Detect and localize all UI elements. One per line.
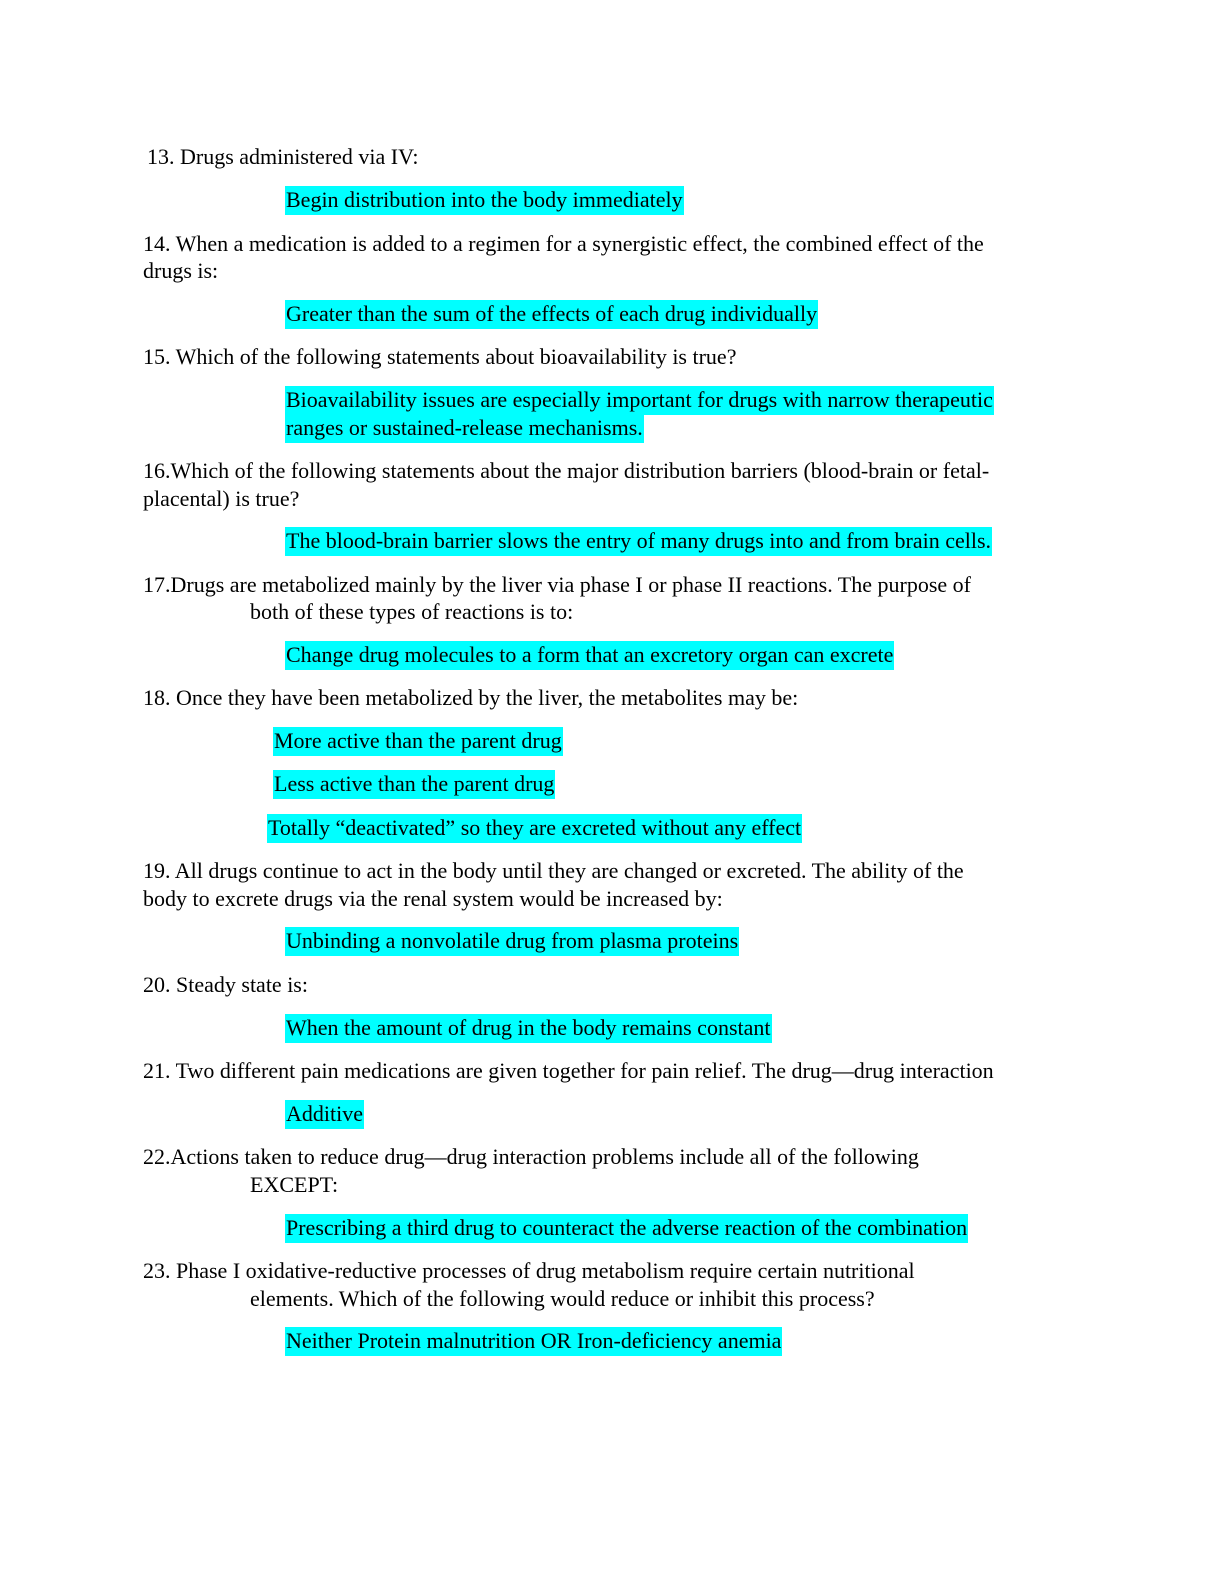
answer-highlight: Greater than the sum of the effects of each drug individually xyxy=(285,300,818,329)
answer-highlight: More active than the parent drug xyxy=(273,727,563,756)
question-16-line-2: placental) is true? xyxy=(143,486,300,511)
answer-highlight: ranges or sustained-release mechanisms. xyxy=(285,414,644,443)
answer-highlight: Bioavailability issues are especially important for drugs with narrow therapeutic xyxy=(285,386,994,415)
question-21: 21. Two different pain medications are given together for pain relief. The drug—drug interaction xyxy=(143,1058,994,1083)
question-19-line-2: body to excrete drugs via the renal system would be increased by: xyxy=(143,886,723,911)
answer-21 xyxy=(285,1100,364,1128)
answer-highlight: Prescribing a third drug to counteract the adverse reaction of the combination xyxy=(285,1214,968,1243)
question-17-line-1: 17.Drugs are metabolized mainly by the liver via phase I or phase II reactions. The purpose of xyxy=(143,572,971,597)
answer-18-b xyxy=(273,770,555,798)
question-20: 20. Steady state is: xyxy=(143,972,308,997)
answer-highlight: Less active than the parent drug xyxy=(273,770,555,799)
answer-highlight: Totally “deactivated” so they are excreted without any effect xyxy=(267,814,802,843)
question-13: 13. Drugs administered via IV: xyxy=(147,144,419,169)
question-16-line-1: 16.Which of the following statements about the major distribution barriers (blood-brain or fetal- xyxy=(143,458,990,483)
question-23-line-2: elements. Which of the following would reduce or inhibit this process? xyxy=(250,1286,875,1311)
answer-20 xyxy=(285,1014,772,1042)
answer-highlight: Change drug molecules to a form that an excretory organ can excrete xyxy=(285,641,894,670)
question-14-line-2: drugs is: xyxy=(143,258,219,283)
answer-highlight: Additive xyxy=(285,1100,364,1129)
answer-23 xyxy=(285,1327,782,1355)
answer-highlight: Unbinding a nonvolatile drug from plasma proteins xyxy=(285,927,739,956)
answer-17 xyxy=(285,641,894,669)
answer-18-c xyxy=(267,814,802,842)
question-23-line-1: 23. Phase I oxidative-reductive processes of drug metabolism require certain nutritional xyxy=(143,1258,915,1283)
answer-highlight: The blood-brain barrier slows the entry of many drugs into and from brain cells. xyxy=(285,527,992,556)
answer-15-line-2 xyxy=(285,414,644,442)
answer-highlight: When the amount of drug in the body remains constant xyxy=(285,1014,772,1043)
question-22-line-2: EXCEPT: xyxy=(250,1172,339,1197)
answer-16 xyxy=(285,527,992,555)
answer-14 xyxy=(285,300,818,328)
answer-15-line-1 xyxy=(285,386,994,414)
question-15: 15. Which of the following statements about bioavailability is true? xyxy=(143,344,737,369)
answer-19 xyxy=(285,927,739,955)
question-19-line-1: 19. All drugs continue to act in the body until they are changed or excreted. The ability of the xyxy=(143,858,964,883)
question-17-line-2: both of these types of reactions is to: xyxy=(250,599,574,624)
question-18: 18. Once they have been metabolized by the liver, the metabolites may be: xyxy=(143,685,799,710)
answer-22 xyxy=(285,1214,968,1242)
answer-13 xyxy=(285,186,684,214)
question-22-line-1: 22.Actions taken to reduce drug—drug interaction problems include all of the following xyxy=(143,1144,919,1169)
question-14-line-1: 14. When a medication is added to a regimen for a synergistic effect, the combined effect of the xyxy=(143,231,984,256)
answer-highlight: Neither Protein malnutrition OR Iron-deficiency anemia xyxy=(285,1327,782,1356)
answer-highlight: Begin distribution into the body immediately xyxy=(285,186,684,215)
answer-18-a xyxy=(273,727,563,755)
